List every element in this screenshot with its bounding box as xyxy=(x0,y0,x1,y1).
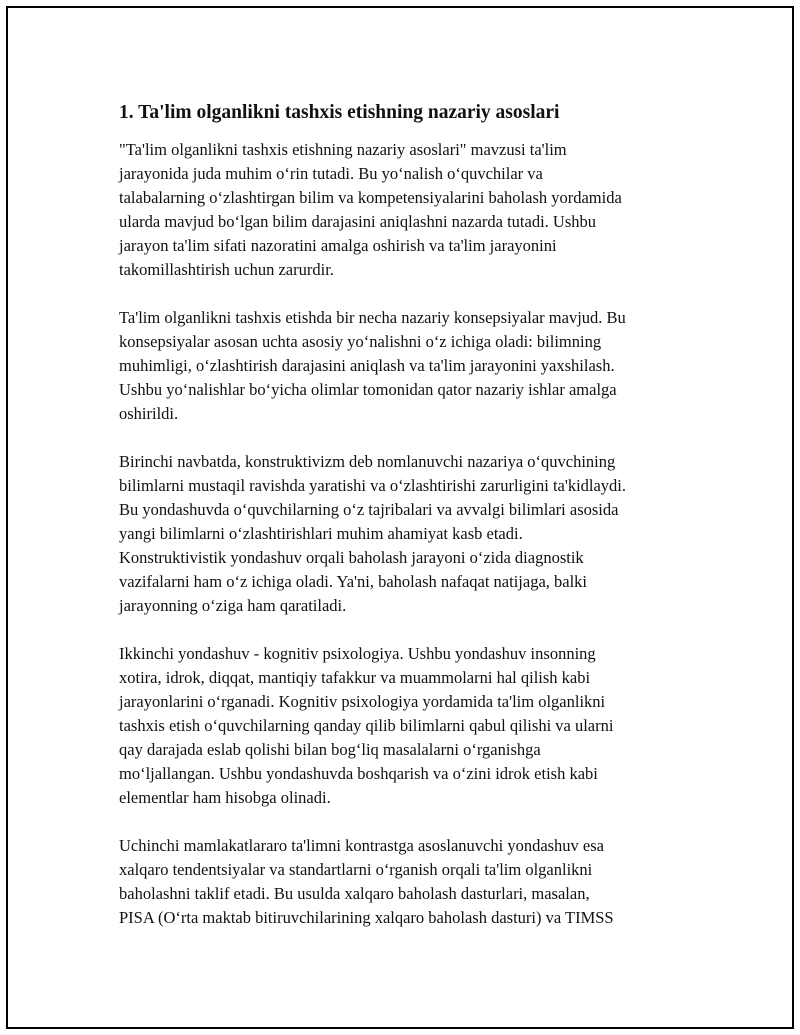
text-line: mo‘ljallangan. Ushbu yondashuvda boshqarish va o‘zini idrok etish kabi xyxy=(119,764,598,783)
paragraph-4 xyxy=(119,642,694,810)
text-line: qay darajada eslab qolishi bilan bog‘liq masalalarni o‘rganishga xyxy=(119,740,541,759)
text-line: elementlar ham hisobga olinadi. xyxy=(119,788,331,807)
paragraph-3 xyxy=(119,450,694,618)
text-line: ularda mavjud bo‘lgan bilim darajasini aniqlashni nazarda tutadi. Ushbu xyxy=(119,212,596,231)
text-line: talabalarning o‘zlashtirgan bilim va kompetensiyalarini baholash yordamida xyxy=(119,188,622,207)
text-line: takomillashtirish uchun zarurdir. xyxy=(119,260,334,279)
text-line: xalqaro tendentsiyalar va standartlarni o‘rganish orqali ta'lim olganlikni xyxy=(119,860,593,879)
text-line: "Ta'lim olganlikni tashxis etishning nazariy asoslari" mavzusi ta'lim xyxy=(119,140,567,159)
section-heading: 1. Ta'lim olganlikni tashxis etishning nazariy asoslari xyxy=(119,102,560,123)
text-line: Ta'lim olganlikni tashxis etishda bir necha nazariy konsepsiyalar mavjud. Bu xyxy=(119,308,626,327)
text-line: Ushbu yo‘nalishlar bo‘yicha olimlar tomonidan qator nazariy ishlar amalga xyxy=(119,380,617,399)
text-line: Konstruktivistik yondashuv orqali baholash jarayoni o‘zida diagnostik xyxy=(119,548,584,567)
text-line: vazifalarni ham o‘z ichiga oladi. Ya'ni, baholash nafaqat natijaga, balki xyxy=(119,572,588,591)
paragraph-1 xyxy=(119,138,694,282)
text-line: Bu yondashuvda o‘quvchilarning o‘z tajribalari va avvalgi bilimlari asosida xyxy=(119,500,619,519)
text-line: bilimlarni mustaqil ravishda yaratishi va o‘zlashtirishi zarurligini ta'kidlaydi. xyxy=(119,476,627,495)
text-line: jarayon ta'lim sifati nazoratini amalga oshirish va ta'lim jarayonini xyxy=(119,236,557,255)
text-line: xotira, idrok, diqqat, mantiqiy tafakkur va muammolarni hal qilish kabi xyxy=(119,668,591,687)
text-line: baholashni taklif etadi. Bu usulda xalqaro baholash dasturlari, masalan, xyxy=(119,884,590,903)
paragraph-5 xyxy=(119,834,694,930)
text-line: PISA (O‘rta maktab bitiruvchilarining xalqaro baholash dasturi) va TIMSS xyxy=(119,908,614,927)
text-line: konsepsiyalar asosan uchta asosiy yo‘nalishni o‘z ichiga oladi: bilimning xyxy=(119,332,602,351)
page-frame xyxy=(6,6,794,1029)
text-line: tashxis etish o‘quvchilarning qanday qilib bilimlarni qabul qilishi va ularni xyxy=(119,716,614,735)
text-line: jarayonning o‘ziga ham qaratiladi. xyxy=(119,596,347,615)
text-line: Ikkinchi yondashuv - kognitiv psixologiya. Ushbu yondashuv insonning xyxy=(119,644,596,663)
paragraph-2 xyxy=(119,306,694,426)
text-line: yangi bilimlarni o‘zlashtirishlari muhim ahamiyat kasb etadi. xyxy=(119,524,523,543)
text-line: Uchinchi mamlakatlararo ta'limni kontrastga asoslanuvchi yondashuv esa xyxy=(119,836,605,855)
text-line: jarayonida juda muhim o‘rin tutadi. Bu yo‘nalish o‘quvchilar va xyxy=(119,164,543,183)
text-line: muhimligi, o‘zlashtirish darajasini aniqlash va ta'lim jarayonini yaxshilash. xyxy=(119,356,615,375)
text-line: oshirildi. xyxy=(119,404,179,423)
document-body xyxy=(119,100,694,954)
text-line: jarayonlarini o‘rganadi. Kognitiv psixologiya yordamida ta'lim olganlikni xyxy=(119,692,606,711)
text-line: Birinchi navbatda, konstruktivizm deb nomlanuvchi nazariya o‘quvchining xyxy=(119,452,616,471)
